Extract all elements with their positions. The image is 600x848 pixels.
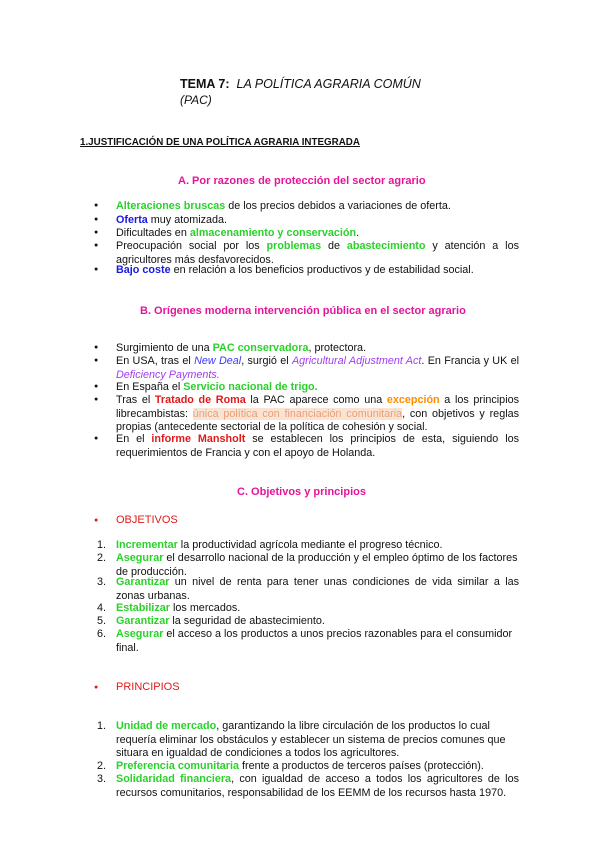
list-number: 2. (97, 760, 107, 772)
page-title (180, 77, 421, 91)
list-item: Preferencia comunitaria frente a productos de terceros países (protección). (116, 760, 484, 772)
bullet-icon (94, 227, 102, 240)
list-item: Solidaridad financiera, con igualdad de acceso a todos los agricultores de los recursos comunitarios, responsabilidad de los EEMM de los recursos hasta 1970. (116, 773, 519, 799)
bullet-icon (94, 240, 102, 253)
list-number: 4. (97, 602, 107, 614)
list-item: Asegurar el desarrollo nacional de la producción y el empleo óptimo de los factores de producción. (116, 552, 518, 578)
red-bullet-icon: ● (94, 517, 99, 524)
list-item: Dificultades en almacenamiento y conservación. (116, 227, 360, 239)
bullet-icon (94, 264, 102, 277)
bullet-icon (94, 394, 102, 407)
subsection-b-heading: B. Orígenes moderna intervención pública en el sector agrario (140, 305, 466, 317)
list-item: En el informe Mansholt se establecen los principios de esta, siguiendo los requerimientos de Francia y con el apoyo de Holanda. (116, 433, 520, 459)
bullet-icon (94, 355, 102, 368)
list-number: 3. (97, 773, 107, 785)
list-item: Alteraciones bruscas de los precios debidos a variaciones de oferta. (116, 200, 451, 212)
list-item: Garantizar un nivel de renta para tener unas condiciones de vida similar a las zonas urbanas. (116, 576, 519, 602)
list-item: Incrementar la productividad agrícola mediante el progreso técnico. (116, 539, 443, 551)
list-number: 6. (97, 628, 107, 640)
list-item: Bajo coste en relación a los beneficios productivos y de estabilidad social. (116, 264, 474, 276)
list-item: Preocupación social por los problemas de abastecimiento y atención a los agricultores más desfavorecidos. (116, 240, 519, 266)
page-subtitle: (PAC) (180, 93, 212, 107)
list-item: Tras el Tratado de Roma la PAC aparece como una excepción a los principios librecambistas: única política con financiación comunitaria, con objetivos y reglas propias (antecedente sectorial de la política de cohesión y social. (116, 394, 519, 434)
section-heading: 1.JUSTIFICACIÓN DE UNA POLÍTICA AGRARIA INTEGRADA (80, 137, 360, 148)
list-number: 2. (97, 552, 107, 564)
bullet-icon (94, 381, 102, 394)
list-item: En España el Servicio nacional de trigo. (116, 381, 318, 393)
bullet-icon (94, 214, 102, 227)
list-item: Garantizar la seguridad de abastecimiento. (116, 615, 325, 627)
list-item: Estabilizar los mercados. (116, 602, 241, 614)
subsection-c-heading: C. Objetivos y principios (237, 486, 366, 498)
principios-label: PRINCIPIOS (116, 681, 180, 693)
list-item: Unidad de mercado, garantizando la libre circulación de los productos lo cual requería eliminar los obstáculos y establecer un sistema de precios comunes que situara en igualdad de condiciones a todos los agricultores. (116, 720, 506, 760)
title-text: LA POLÍTICA AGRARIA COMÚN (236, 77, 421, 91)
bullet-icon (94, 342, 102, 355)
list-item: En USA, tras el New Deal, surgió el Agricultural Adjustment Act. En Francia y UK el Deficiency Payments. (116, 355, 520, 381)
bullet-icon (94, 433, 102, 446)
subsection-a-heading: A. Por razones de protección del sector agrario (178, 175, 426, 187)
list-item: Oferta muy atomizada. (116, 214, 228, 226)
list-item: Asegurar el acceso a los productos a unos precios razonables para el consumidor final. (116, 628, 513, 654)
list-number: 5. (97, 615, 107, 627)
bullet-icon (94, 200, 102, 213)
list-number: 1. (97, 539, 107, 551)
list-number: 3. (97, 576, 107, 588)
list-item: Surgimiento de una PAC conservadora, protectora. (116, 342, 367, 354)
title-number: TEMA 7: (180, 77, 230, 91)
list-number: 1. (97, 720, 107, 732)
objetivos-label: OBJETIVOS (116, 514, 178, 526)
red-bullet-icon: ● (94, 684, 99, 691)
